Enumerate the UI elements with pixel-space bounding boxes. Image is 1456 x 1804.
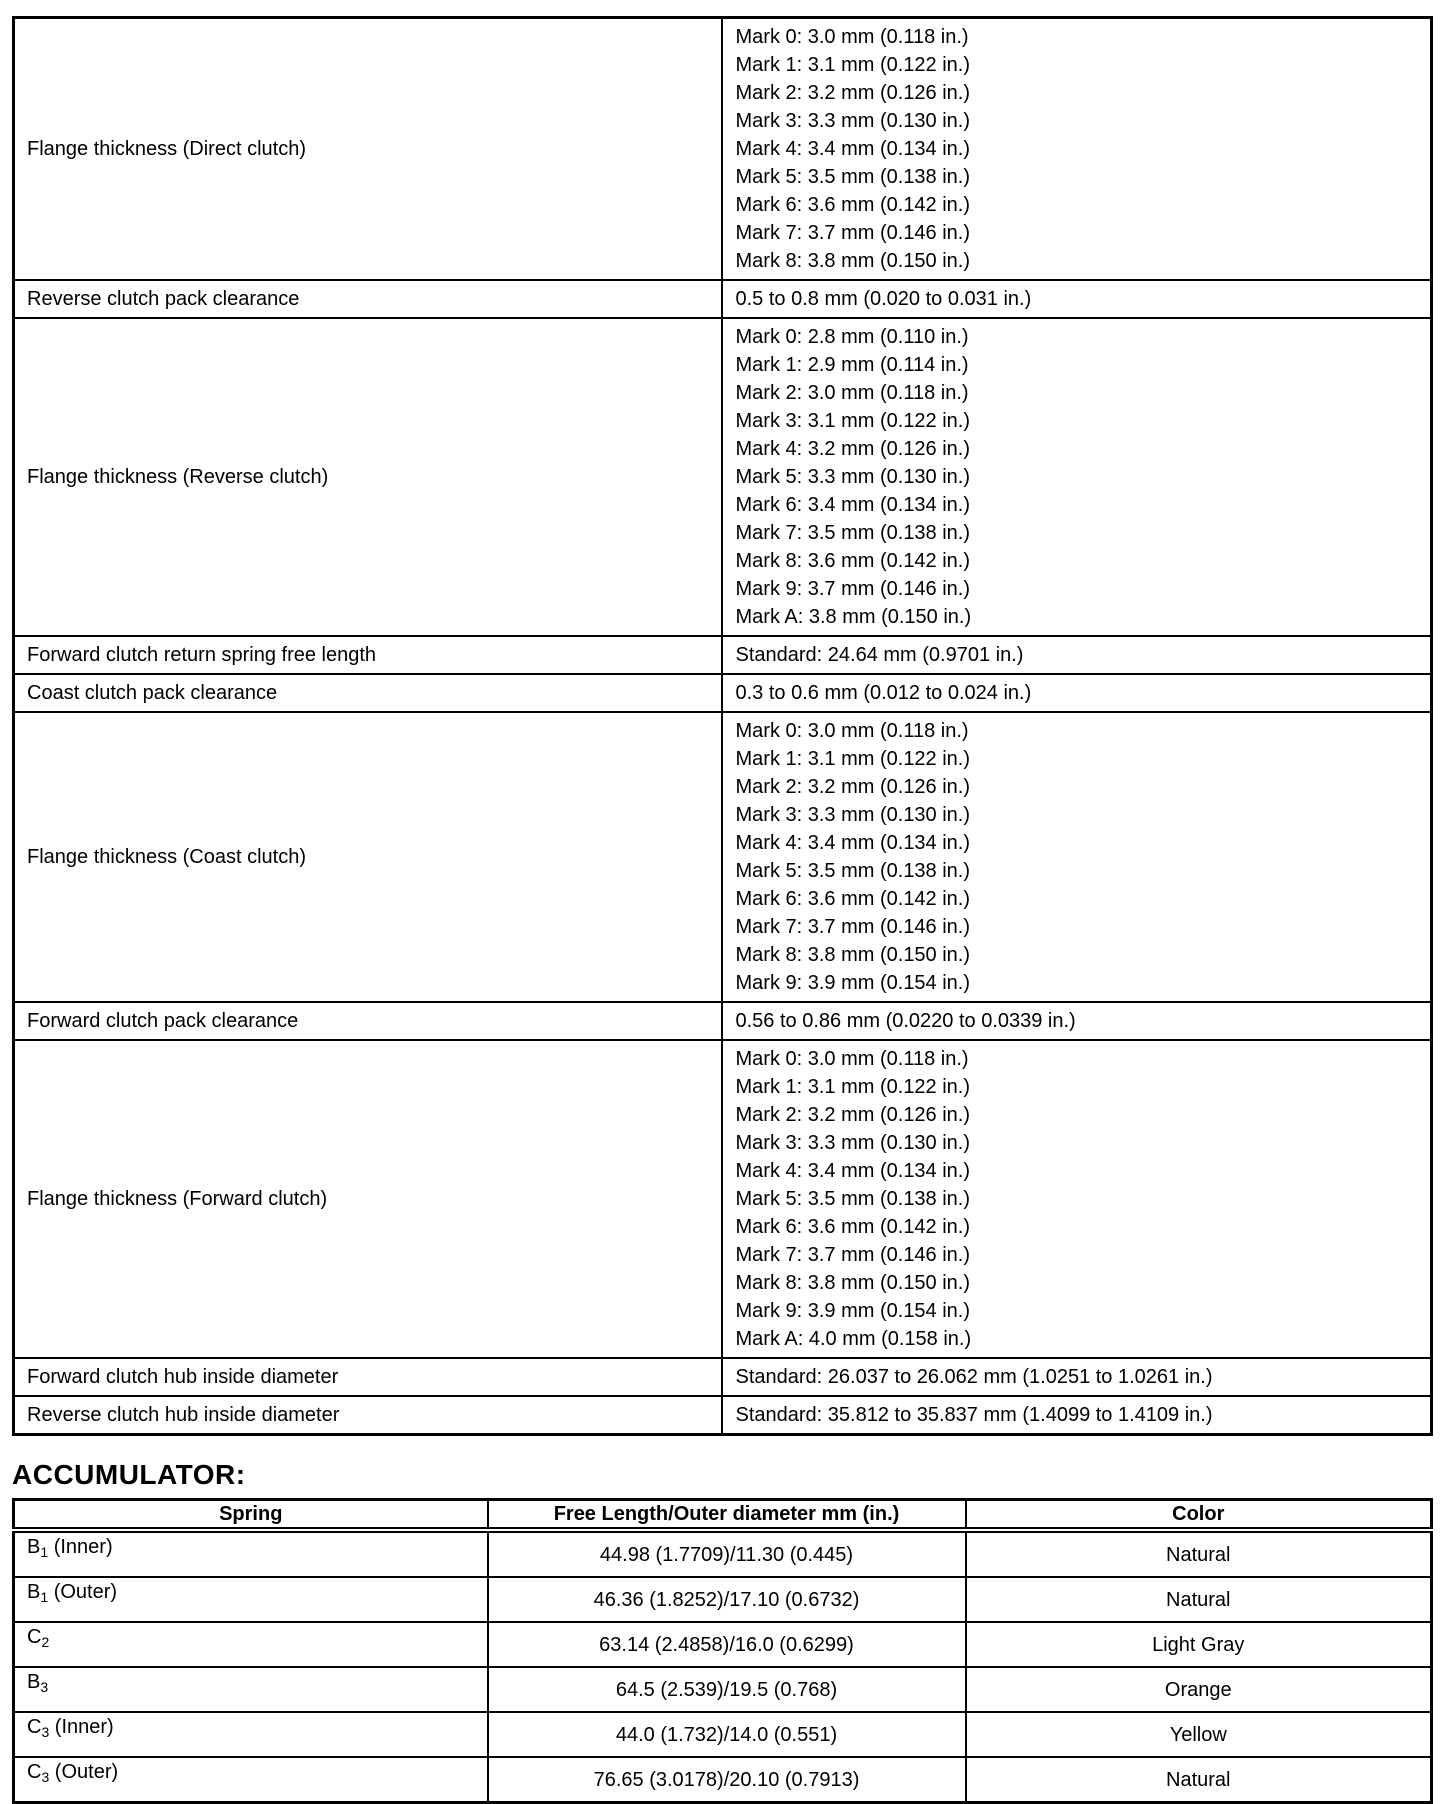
color-cell: Orange [966, 1667, 1432, 1712]
table-row [14, 1358, 1432, 1396]
color-cell: Light Gray [966, 1622, 1432, 1667]
mark-value: Mark 5: 3.5 mm (0.138 in.) [735, 166, 971, 188]
table-row [14, 280, 1432, 318]
mark-value: Mark 4: 3.4 mm (0.134 in.) [735, 832, 971, 854]
spec-value: Standard: 24.64 mm (0.9701 in.) [722, 636, 1432, 674]
spec-value [722, 1040, 1432, 1358]
mark-value: Mark 8: 3.6 mm (0.142 in.) [735, 550, 971, 572]
spring-cell: $B_1$ (Inner) [14, 1530, 488, 1577]
spec-label: Flange thickness (Forward clutch) [14, 1040, 722, 1358]
mark-value: Mark 1: 3.1 mm (0.122 in.) [735, 54, 971, 76]
spec-value: 0.5 to 0.8 mm (0.020 to 0.031 in.) [722, 280, 1432, 318]
column-header-spring: Spring [14, 1500, 488, 1531]
spec-label: Flange thickness (Reverse clutch) [14, 318, 722, 636]
table-row [14, 1712, 1432, 1757]
spec-label: Forward clutch return spring free length [14, 636, 722, 674]
mark-value: Mark 4: 3.2 mm (0.126 in.) [735, 438, 971, 460]
table-row [14, 1040, 1432, 1358]
clutch-spec-table [12, 16, 1433, 1436]
mark-value: Mark 5: 3.3 mm (0.130 in.) [735, 466, 971, 488]
mark-value: Mark 0: 3.0 mm (0.118 in.) [735, 720, 969, 742]
accumulator-table [12, 1498, 1433, 1804]
mark-value: Mark 9: 3.7 mm (0.146 in.) [735, 578, 971, 600]
mark-value: Mark 8: 3.8 mm (0.150 in.) [735, 1272, 971, 1294]
dimensions-cell: 46.36 (1.8252)/17.10 (0.6732) [488, 1577, 966, 1622]
table-header-row [14, 1500, 1432, 1531]
mark-value: Mark 9: 3.9 mm (0.154 in.) [735, 1300, 971, 1322]
spring-cell: $C_2$ [14, 1622, 488, 1667]
spring-cell: $C_3$ (Outer) [14, 1757, 488, 1803]
mark-value: Mark 3: 3.3 mm (0.130 in.) [735, 1132, 971, 1154]
spec-label: Forward clutch hub inside diameter [14, 1358, 722, 1396]
mark-value: Mark 0: 3.0 mm (0.118 in.) [735, 26, 969, 48]
table-row [14, 1530, 1432, 1577]
mark-value: Mark 1: 3.1 mm (0.122 in.) [735, 1076, 971, 1098]
mark-value: Mark A: 4.0 mm (0.158 in.) [735, 1328, 972, 1350]
dimensions-cell: 44.98 (1.7709)/11.30 (0.445) [488, 1530, 966, 1577]
mark-value: Mark 7: 3.5 mm (0.138 in.) [735, 522, 971, 544]
spec-value: Standard: 35.812 to 35.837 mm (1.4099 to 1.4109 in.) [722, 1396, 1432, 1435]
spec-label: Flange thickness (Coast clutch) [14, 712, 722, 1002]
mark-value: Mark 6: 3.6 mm (0.142 in.) [735, 194, 971, 216]
spec-label: Flange thickness (Direct clutch) [14, 18, 722, 281]
table-row [14, 1667, 1432, 1712]
spec-value [722, 712, 1432, 1002]
color-cell: Natural [966, 1757, 1432, 1803]
mark-value: Mark 3: 3.3 mm (0.130 in.) [735, 110, 971, 132]
table-row [14, 318, 1432, 636]
table-row [14, 636, 1432, 674]
spring-cell: $B_3$ [14, 1667, 488, 1712]
mark-value: Mark 1: 3.1 mm (0.122 in.) [735, 748, 971, 770]
table-row [14, 712, 1432, 1002]
mark-value: Mark 5: 3.5 mm (0.138 in.) [735, 1188, 971, 1210]
spec-value: Standard: 26.037 to 26.062 mm (1.0251 to 1.0261 in.) [722, 1358, 1432, 1396]
mark-value: Mark 2: 3.2 mm (0.126 in.) [735, 1104, 971, 1126]
column-header-color: Color [966, 1500, 1432, 1531]
mark-value: Mark 6: 3.4 mm (0.134 in.) [735, 494, 971, 516]
mark-value: Mark 0: 3.0 mm (0.118 in.) [735, 1048, 969, 1070]
mark-value: Mark 6: 3.6 mm (0.142 in.) [735, 1216, 971, 1238]
mark-value: Mark 3: 3.3 mm (0.130 in.) [735, 804, 971, 826]
spec-label: Forward clutch pack clearance [14, 1002, 722, 1040]
spec-value: 0.3 to 0.6 mm (0.012 to 0.024 in.) [722, 674, 1432, 712]
spec-label: Coast clutch pack clearance [14, 674, 722, 712]
dimensions-cell: 64.5 (2.539)/19.5 (0.768) [488, 1667, 966, 1712]
mark-value: Mark 8: 3.8 mm (0.150 in.) [735, 250, 971, 272]
mark-value: Mark 7: 3.7 mm (0.146 in.) [735, 916, 971, 938]
table-row [14, 1577, 1432, 1622]
table-row [14, 674, 1432, 712]
table-row [14, 1002, 1432, 1040]
dimensions-cell: 44.0 (1.732)/14.0 (0.551) [488, 1712, 966, 1757]
accumulator-heading: ACCUMULATOR: [12, 1459, 246, 1490]
mark-value: Mark 7: 3.7 mm (0.146 in.) [735, 222, 971, 244]
mark-value: Mark 4: 3.4 mm (0.134 in.) [735, 1160, 971, 1182]
mark-value: Mark 5: 3.5 mm (0.138 in.) [735, 860, 971, 882]
color-cell: Natural [966, 1577, 1432, 1622]
mark-value: Mark 1: 2.9 mm (0.114 in.) [735, 354, 969, 376]
mark-value: Mark 9: 3.9 mm (0.154 in.) [735, 972, 971, 994]
dimensions-cell: 76.65 (3.0178)/20.10 (0.7913) [488, 1757, 966, 1803]
spec-value [722, 318, 1432, 636]
mark-value: Mark 0: 2.8 mm (0.110 in.) [735, 326, 969, 348]
column-header-dimensions: Free Length/Outer diameter mm (in.) [488, 1500, 966, 1531]
spec-value [722, 18, 1432, 281]
spring-cell: $B_1$ (Outer) [14, 1577, 488, 1622]
mark-value: Mark 4: 3.4 mm (0.134 in.) [735, 138, 971, 160]
spec-value: 0.56 to 0.86 mm (0.0220 to 0.0339 in.) [722, 1002, 1432, 1040]
dimensions-cell: 63.14 (2.4858)/16.0 (0.6299) [488, 1622, 966, 1667]
mark-value: Mark A: 3.8 mm (0.150 in.) [735, 606, 972, 628]
color-cell: Natural [966, 1530, 1432, 1577]
spec-label: Reverse clutch pack clearance [14, 280, 722, 318]
mark-value: Mark 7: 3.7 mm (0.146 in.) [735, 1244, 971, 1266]
mark-value: Mark 2: 3.2 mm (0.126 in.) [735, 776, 971, 798]
spring-cell: $C_3$ (Inner) [14, 1712, 488, 1757]
mark-value: Mark 6: 3.6 mm (0.142 in.) [735, 888, 971, 910]
mark-value: Mark 2: 3.0 mm (0.118 in.) [735, 382, 969, 404]
spec-label: Reverse clutch hub inside diameter [14, 1396, 722, 1435]
table-row [14, 1757, 1432, 1803]
mark-value: Mark 2: 3.2 mm (0.126 in.) [735, 82, 971, 104]
mark-value: Mark 8: 3.8 mm (0.150 in.) [735, 944, 971, 966]
color-cell: Yellow [966, 1712, 1432, 1757]
table-row [14, 1622, 1432, 1667]
table-row [14, 1396, 1432, 1435]
mark-value: Mark 3: 3.1 mm (0.122 in.) [735, 410, 971, 432]
table-row [14, 18, 1432, 281]
